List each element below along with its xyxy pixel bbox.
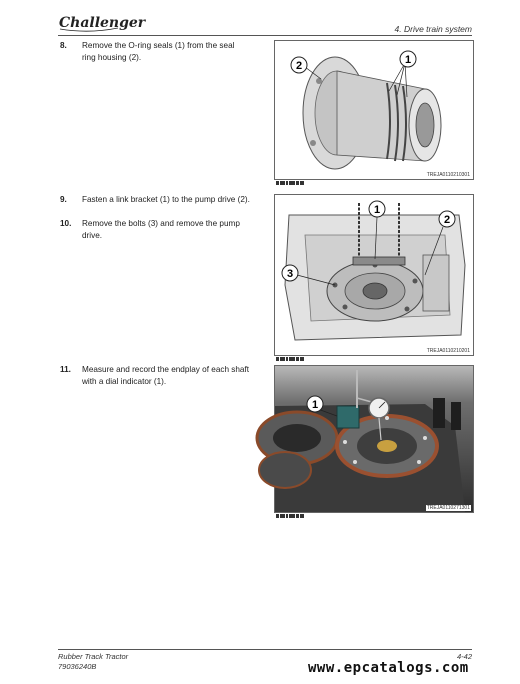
page-number: 4-42 [456,652,472,661]
step-text: Fasten a link bracket (1) to the pump drive (2). [82,195,250,204]
watermark-link[interactable]: www.epcatalogs.com [308,660,469,676]
step-number: 9. [60,195,67,204]
footer-product: Rubber Track Tractor [58,652,129,661]
figure-seal-ring-housing [274,40,474,180]
step-11 [60,364,250,387]
callout-1: 1 [404,54,412,66]
figure-pump-drive [274,194,474,356]
svg-text:Challenger: Challenger [59,15,146,31]
step-number: 11. [60,365,71,374]
figure-code: TREJA0110210201 [426,348,470,354]
footer-product-info [58,652,128,672]
figure-barcode [276,357,308,361]
step-10 [60,218,250,241]
figure-dial-indicator-photo [274,365,474,513]
callout-3: 3 [286,268,294,280]
figure-barcode [276,181,308,185]
dial-indicator-photo [275,366,473,512]
step-text: Remove the O-ring seals (1) from the seal ring housing (2). [82,41,235,62]
figure-barcode [276,514,308,518]
figure-code: TREJA0110271301 [426,505,470,511]
step-text: Measure and record the endplay of each shaft with a dial indicator (1). [82,365,250,386]
seal-ring-housing-illustration [275,41,473,179]
pump-drive-illustration [275,195,473,355]
section-title: 4. Drive train system [394,24,472,34]
step-8 [60,40,250,63]
step-9 [60,194,250,206]
figure-code: TREJA0110210301 [426,172,470,178]
step-text: Remove the bolts (3) and remove the pump drive. [82,219,240,240]
footer-divider [58,649,472,650]
step-number: 10. [60,219,72,228]
callout-1: 1 [311,399,319,411]
step-number: 8. [60,41,67,50]
callout-1: 1 [373,204,381,216]
header-divider [58,35,472,36]
footer-part-number: 79036240B [58,662,97,671]
callout-2: 2 [443,214,451,226]
callout-2: 2 [295,60,303,72]
challenger-logo [58,10,146,34]
